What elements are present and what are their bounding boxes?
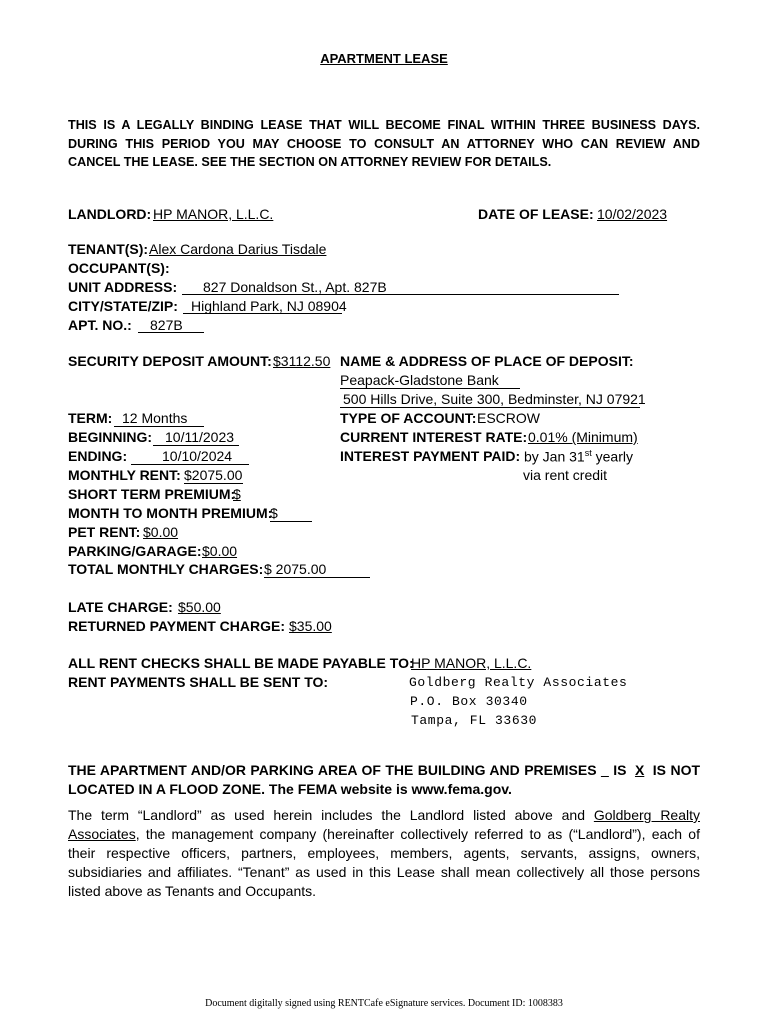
month-to-month-underline [270,521,312,522]
ending-value: 10/10/2024 [162,448,233,464]
ending-label: ENDING: [68,448,128,464]
monthly-rent-underline [184,483,243,484]
beginning-underline [153,445,239,446]
pet-rent-label: PET RENT: [68,524,141,540]
total-monthly-underline [264,577,370,578]
apt-no-value: 827B [150,317,183,333]
landlord-definition-paragraph: The term “Landlord” as used herein includes the Landlord listed above and Goldberg Realty Associates, the management company (hereinafter collectively referred to as (“Landlord”), each of their respective officers, partners, employees, members, agents, servants, assigns, owners, subsidiaries and affiliates. “Tenant” as used in this Lease shall mean collectively all those persons listed above as Tenants and Occupants. [68,807,700,899]
interest-paid-value: by Jan 31st yearly [524,448,633,465]
unit-address-underline [182,294,619,295]
interest-paid-method: via rent credit [523,467,608,483]
apt-no-label: APT. NO.: [68,317,132,333]
monthly-rent-value: $2075.00 [184,467,243,483]
interest-rate-value: 0.01% (Minimum) [528,429,638,445]
term-label: TERM: [68,410,113,426]
total-monthly-label: TOTAL MONTHLY CHARGES: [68,561,264,577]
parking-label: PARKING/GARAGE: [68,543,202,559]
date-of-lease-value: 10/02/2023 [597,206,668,222]
date-of-lease-label: DATE OF LEASE: [478,206,594,222]
short-term-premium-value: $ [233,486,241,502]
month-to-month-premium-value: $ [270,505,278,521]
city-state-zip-label: CITY/STATE/ZIP: [68,298,178,314]
payment-address-line-1: Goldberg Realty Associates [409,675,628,690]
city-state-zip-underline [183,313,342,314]
apt-no-underline [138,332,204,333]
total-monthly-value: $ 2075.00 [264,561,327,577]
unit-address-label: UNIT ADDRESS: [68,279,178,295]
occupants-label: OCCUPANT(S): [68,260,170,276]
interest-paid-label: INTEREST PAYMENT PAID: [340,448,521,464]
beginning-label: BEGINNING: [68,429,152,445]
city-state-zip-value: Highland Park, NJ 08904 [191,298,347,314]
ending-underline [131,464,249,465]
flood-zone-statement: THE APARTMENT AND/OR PARKING AREA OF THE BUILDING AND PREMISES _ IS X IS NOT LOCATED IN A FLOOD ZONE. The FEMA website is www.fema.gov. [68,762,701,797]
month-to-month-premium-label: MONTH TO MONTH PREMIUM: [68,505,273,521]
landlord-value: HP MANOR, L.L.C. [153,206,274,222]
term-underline [114,426,204,427]
payment-address-line-2: P.O. Box 30340 [410,694,528,709]
payment-address-line-3: Tampa, FL 33630 [411,713,538,728]
parking-value: $0.00 [202,543,238,559]
monthly-rent-label: MONTHLY RENT: [68,467,181,483]
tenants-value: Alex Cardona Darius Tisdale [149,241,327,257]
term-value: 12 Months [122,410,188,426]
pet-rent-value: $0.00 [143,524,179,540]
attorney-review-notice: THIS IS A LEGALLY BINDING LEASE THAT WILL BECOME FINAL WITHIN THREE BUSINESS DAYS. DURING THIS PERIOD YOU MAY CHOOSE TO CONSULT AN ATTORNEY WHO CAN REVIEW AND CANCEL THE LEASE. SEE THE SECTION ON ATTORNEY REVIEW FOR DETAILS. [68,118,700,169]
short-term-premium-label: SHORT TERM PREMIUM: [68,486,236,502]
account-type-label: TYPE OF ACCOUNT: [340,410,477,426]
security-deposit-label: SECURITY DEPOSIT AMOUNT: [68,353,272,369]
payments-sent-label: RENT PAYMENTS SHALL BE SENT TO: [68,674,329,690]
deposit-bank-address: 500 Hills Drive, Suite 300, Bedminster, NJ 07921 [343,391,646,407]
payable-to-value: HP MANOR, L.L.C. [411,655,532,671]
landlord-label: LANDLORD: [68,206,152,222]
deposit-bank-name: Peapack-Gladstone Bank [340,372,499,388]
security-deposit-value: $3112.50 [273,353,331,369]
page-title: APARTMENT LEASE [320,51,448,66]
account-type-value: ESCROW [477,410,540,426]
tenants-label: TENANT(S): [68,241,149,257]
returned-payment-value: $35.00 [289,618,332,634]
deposit-bank-underline [340,388,520,389]
late-charge-label: LATE CHARGE: [68,599,173,615]
esignature-footer: Document digitally signed using RENTCafe eSignature services. Document ID: 1008383 [205,998,563,1009]
deposit-address-underline [340,407,640,408]
interest-rate-label: CURRENT INTEREST RATE: [340,429,528,445]
beginning-value: 10/11/2023 [165,429,235,445]
deposit-place-label: NAME & ADDRESS OF PLACE OF DEPOSIT: [340,353,634,369]
unit-address-value: 827 Donaldson St., Apt. 827B [203,279,387,295]
payable-to-label: ALL RENT CHECKS SHALL BE MADE PAYABLE TO: [68,655,414,671]
returned-payment-label: RETURNED PAYMENT CHARGE: [68,618,286,634]
late-charge-value: $50.00 [178,599,221,615]
